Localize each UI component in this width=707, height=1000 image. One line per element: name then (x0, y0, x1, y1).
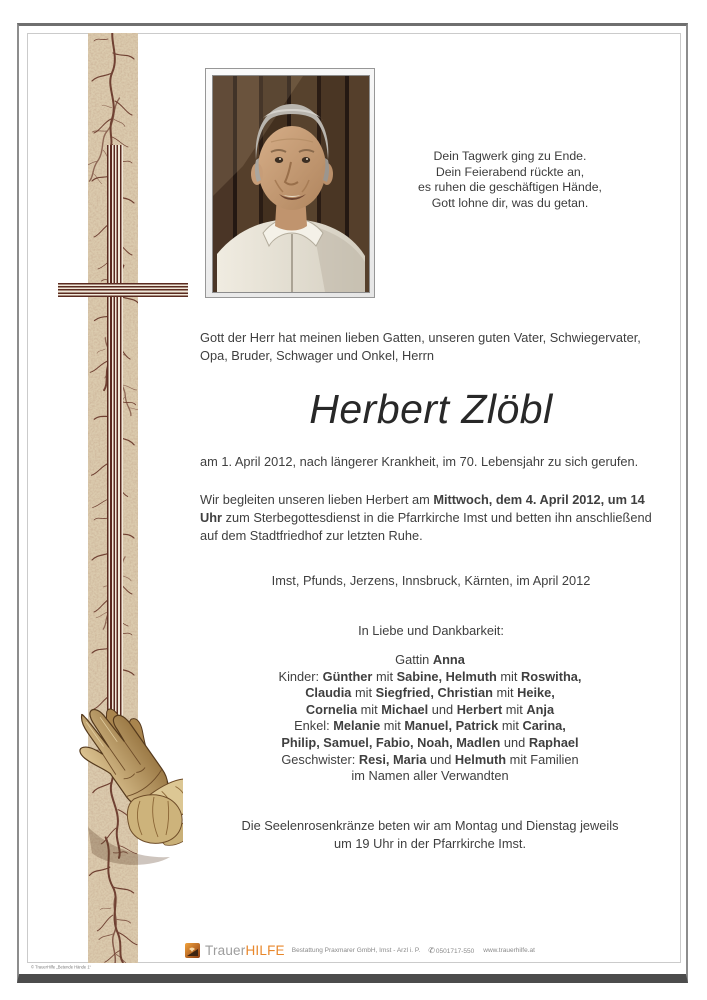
plain-text: Enkel: (294, 718, 334, 734)
plain-text: mit (492, 685, 518, 701)
emphasis-text: Claudia (305, 685, 352, 701)
footer-website: www.trauerhilfe.at (483, 946, 535, 954)
emphasis-text: Mittwoch, dem 4. April 2012, um 14 Uhr (200, 492, 645, 525)
plain-text: mit (502, 701, 527, 717)
plain-text: und (428, 701, 457, 717)
portrait-photo (212, 75, 370, 293)
trauerhilfe-logo-icon (185, 943, 200, 958)
emphasis-text: Melanie (333, 718, 381, 734)
emphasis-text: Heike, (517, 685, 555, 701)
gratitude-heading: In Liebe und Dankbarkeit: (358, 623, 504, 638)
plain-text: im Namen aller Verwandten (351, 768, 509, 784)
rosary-paragraph (180, 817, 680, 853)
plain-text: mit (380, 718, 405, 734)
family-line (160, 752, 700, 769)
plain-text: mit (496, 668, 522, 684)
family-line (160, 718, 700, 735)
plain-text: Wir begleiten unseren lieben Herbert am (200, 492, 434, 507)
emphasis-text: Roswitha, (521, 668, 582, 684)
family-line (160, 768, 700, 785)
phone-number: 0501717-550 (435, 947, 475, 955)
emphasis-text: Philip, Samuel, Fabio, Noah, Madlen (281, 734, 501, 750)
family-line (160, 685, 700, 702)
family-line (160, 735, 700, 752)
family-line (160, 702, 700, 719)
brand-hilfe: HILFE (245, 942, 285, 958)
emphasis-text: Carina, (522, 718, 566, 734)
death-line: am 1. April 2012, nach längerer Krankheit, im 70. Lebensjahr zu sich gerufen. (200, 454, 639, 469)
rosary-line: Die Seelenrosenkränze beten wir am Montag und Dienstag jeweils (241, 818, 619, 833)
emphasis-text: Sabine, Helmuth (396, 668, 497, 684)
rosary-line: um 19 Uhr in der Pfarrkirche Imst. (333, 836, 526, 851)
emphasis-text: Helmuth (454, 751, 507, 767)
footer-company: Bestattung Praxmarer GmbH, Imst - Arzl i. P. (291, 946, 421, 954)
intro-paragraph: Gott der Herr hat meinen lieben Gatten, unseren guten Vater, Schwiegervater, Opa, Bruder, Schwager und Onkel, Herrn (200, 330, 641, 363)
emphasis-text: Siegfried, Christian (375, 685, 493, 701)
emphasis-text: Manuel, Patrick (404, 718, 499, 734)
emphasis-text: Günther (322, 668, 373, 684)
plain-text: mit (372, 668, 397, 684)
cross-ornament-horizontal (58, 283, 188, 297)
emphasis-text: Herbert (456, 701, 503, 717)
family-line (160, 652, 700, 669)
verse-line: Dein Tagwerk ging zu Ende. (433, 149, 587, 163)
plain-text: Geschwister: (281, 751, 359, 767)
cross-ornament-vertical (107, 145, 123, 717)
verse-line: es ruhen die geschäftigen Hände, (418, 180, 602, 195)
plain-text: Kinder: (278, 668, 323, 684)
brand-trauer: Trauer (205, 942, 246, 958)
footer-phone (428, 946, 474, 955)
emphasis-text: Raphael (528, 734, 579, 750)
phone-icon: ✆ (428, 945, 435, 955)
deceased-name: Herbert Zlöbl (309, 386, 553, 432)
emphasis-text: Cornelia (305, 701, 358, 717)
plain-text: und (426, 751, 455, 767)
emphasis-text: Michael (381, 701, 429, 717)
copyright-note: © TrauerHilfe „Betende Hände 1“ (31, 965, 92, 970)
praying-hands-image (48, 705, 183, 875)
portrait-photo-frame (205, 68, 375, 298)
family-list (160, 652, 700, 785)
verse-line: Gott lohne dir, was du getan. (431, 195, 589, 210)
plain-text: mit Familien (506, 751, 579, 767)
family-line (160, 669, 700, 686)
footer (185, 940, 665, 960)
plain-text: Gattin (395, 652, 433, 667)
verse-line: Dein Feierabend rückte an, (435, 164, 585, 179)
plain-text: mit (351, 685, 376, 701)
plain-text: mit (498, 718, 523, 734)
funeral-paragraph (200, 491, 670, 544)
emphasis-text: Resi, Maria (358, 751, 427, 767)
places-line: Imst, Pfunds, Jerzens, Innsbruck, Kärnten, im April 2012 (271, 573, 591, 588)
emphasis-text: Anna (432, 652, 465, 667)
trauerhilfe-brand (205, 943, 285, 958)
memorial-verse (395, 149, 625, 211)
plain-text: zum Sterbegottesdienst in die Pfarrkirche Imst und betten ihn anschließend auf dem Stadtfriedhof zur letzten Ruhe. (200, 509, 652, 543)
plain-text: mit (357, 701, 382, 717)
plain-text: und (500, 734, 529, 750)
emphasis-text: Anja (526, 701, 555, 717)
